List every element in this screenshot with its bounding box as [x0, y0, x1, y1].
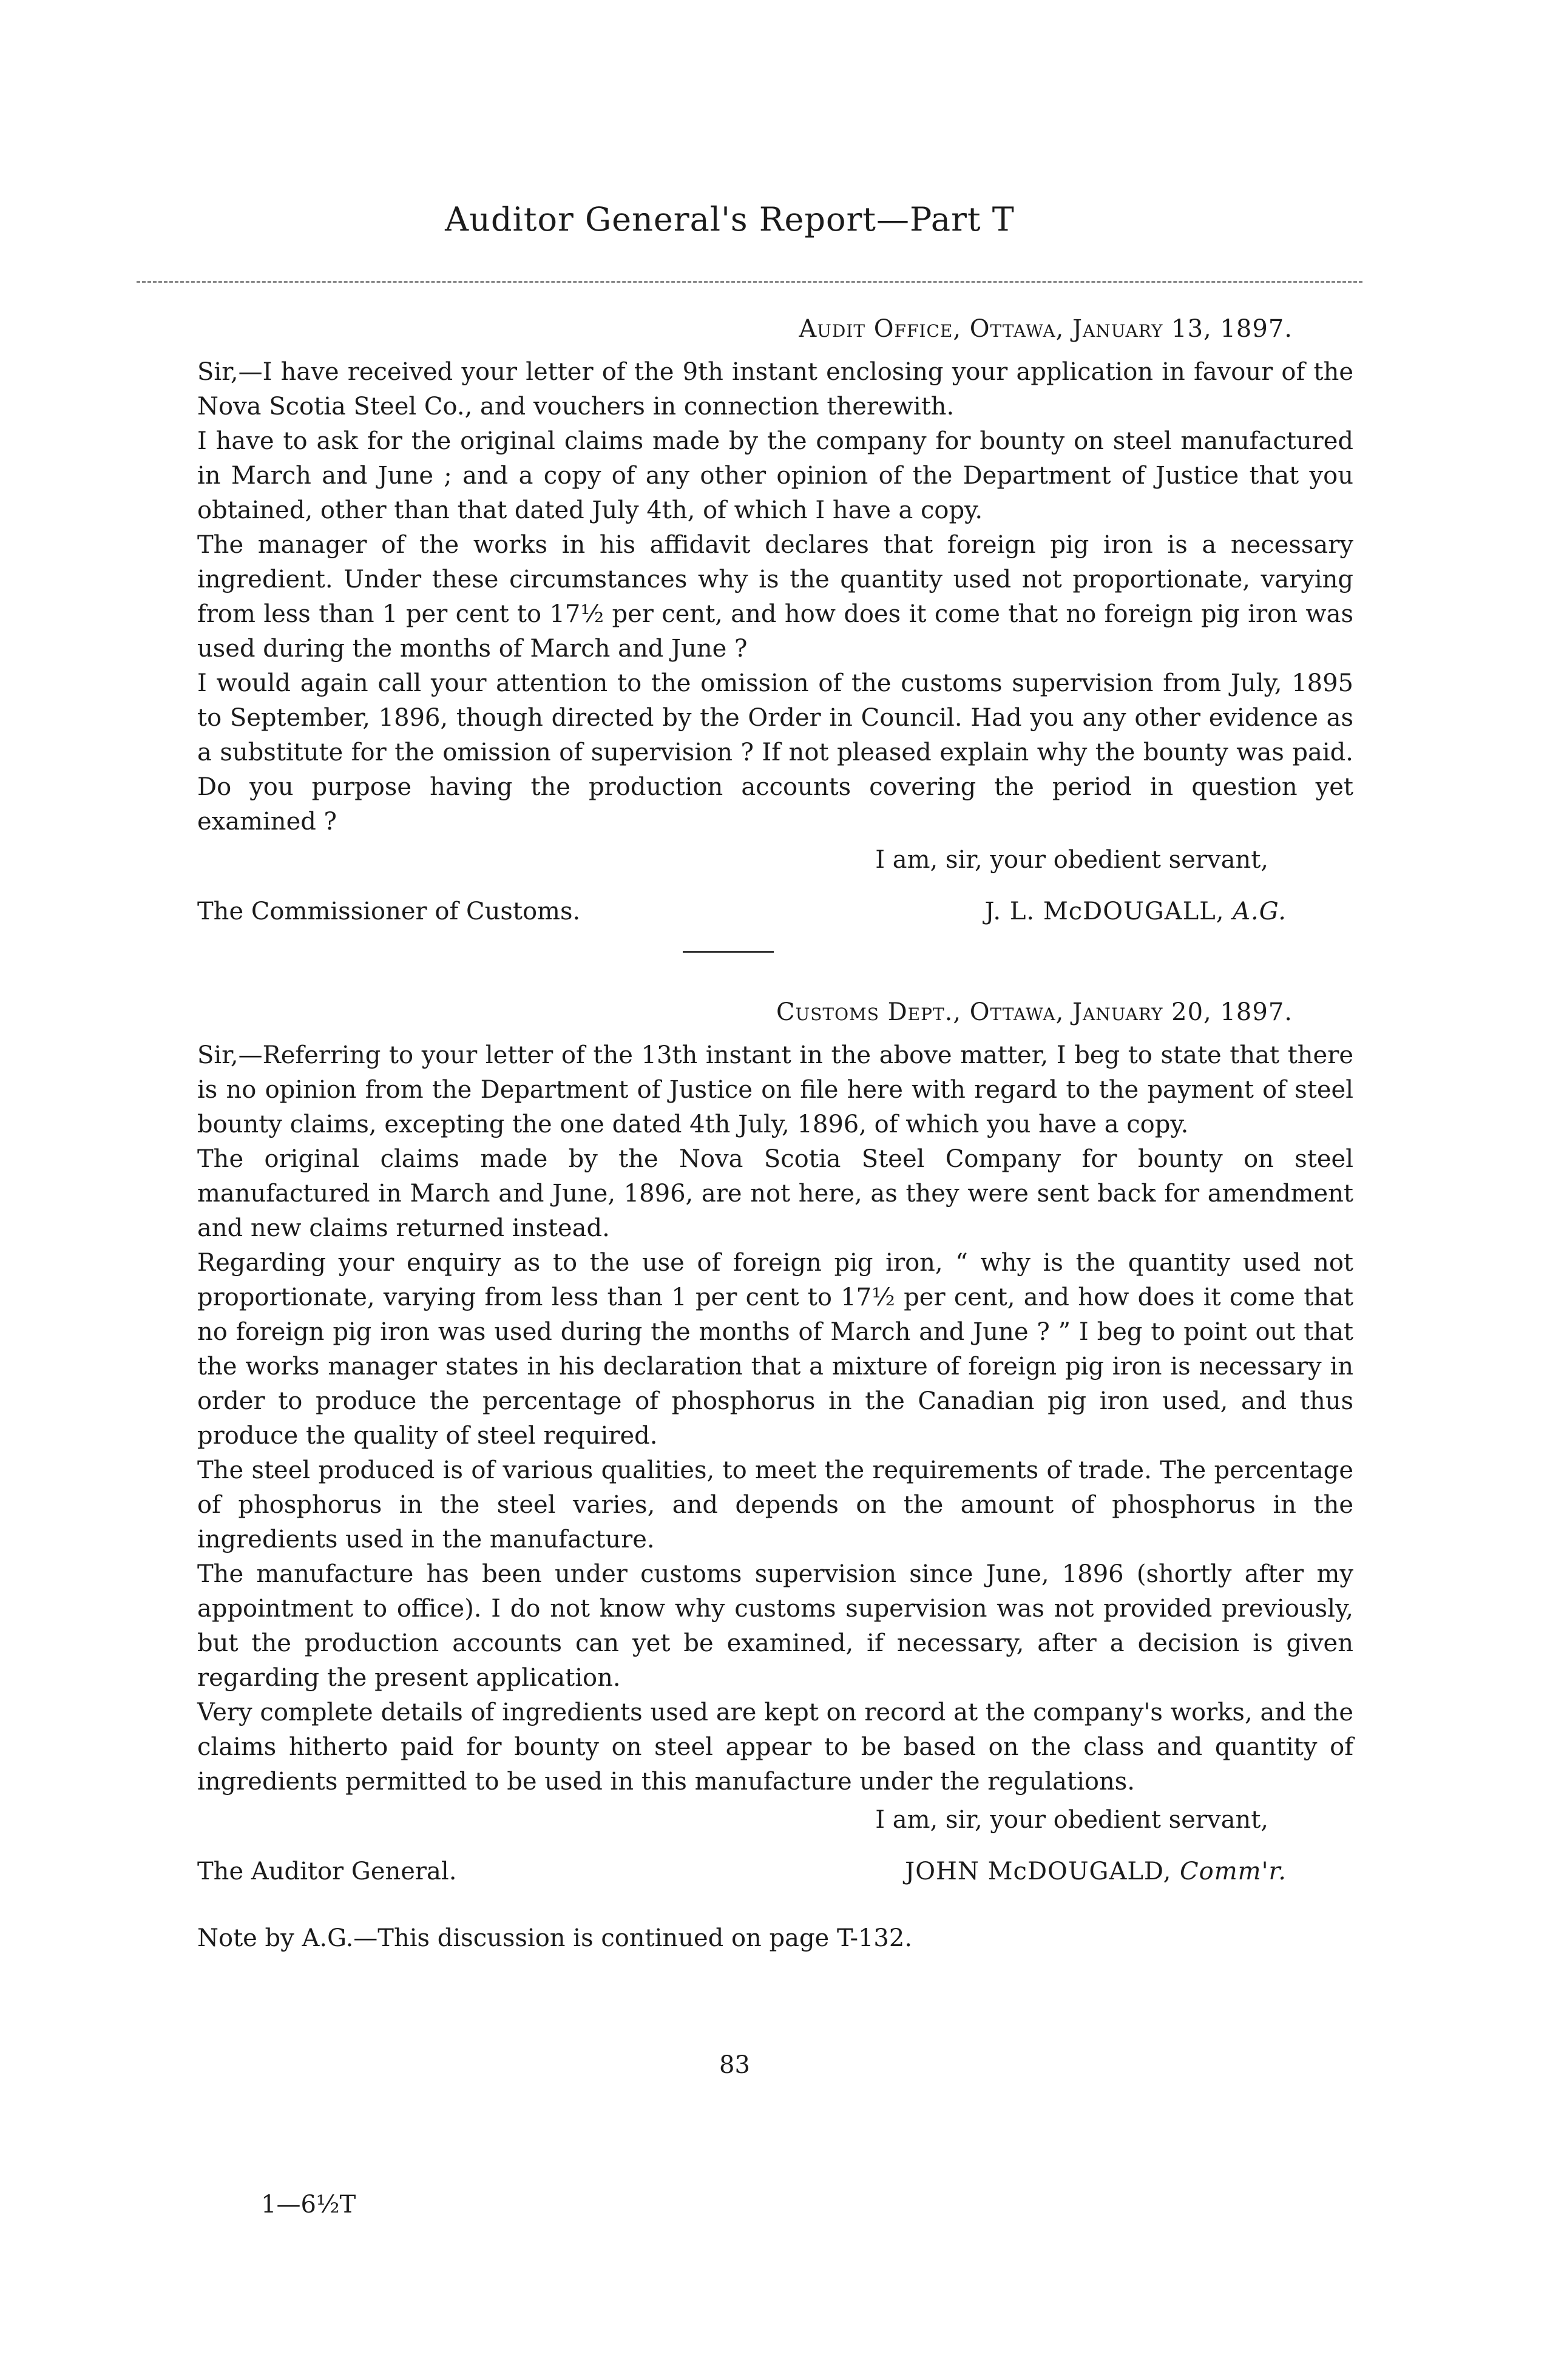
letter1-signature-title: A.G. [1233, 898, 1287, 925]
letter-separator-rule [683, 951, 774, 953]
letter2-paragraph-4: The steel produced is of various qualities, to meet the requirements of trade. The percentage of phosphorus in the steel varies, and depends on the amount of phosphorus in the ingredients used in the manufacture. [197, 1456, 1353, 1553]
signature-folio: 1—6½T [261, 2191, 356, 2219]
document-page [197, 182, 1353, 1952]
letter2-signature-name: JOHN McDOUGALD, [905, 1858, 1172, 1885]
letter-audit-office [197, 312, 1353, 929]
letter-customs-dept [197, 995, 1353, 1889]
running-head: Auditor General's Report—Part T [445, 200, 1015, 238]
letter2-paragraph-1: Sir,—Referring to your letter of the 13th instant in the above matter, I beg to state that there is no opinion from the Department of Justice on file here with regard to the payment of steel bounty claims, excepting the one dated 4th July, 1896, of which you have a copy. [197, 1041, 1353, 1138]
letter1-signature-name: J. L. McDOUGALL, [984, 898, 1225, 925]
letter1-paragraph-3: The manager of the works in his affidavit declares that foreign pig iron is a necessary ingredient. Under these circumstances why is the quantity used not proportionate, varying from less than 1 per cent to 17½ per cent, and how does it come that no foreign pig iron was used during the months of March and June ? [197, 531, 1353, 663]
letter2-addressee: The Auditor General. [197, 1858, 457, 1885]
editorial-note: Note by A.G.—This discussion is continued on page T-132. [197, 1924, 913, 1952]
letter1-paragraph-4: I would again call your attention to the omission of the customs supervision from July, 1895 to September, 1896, though directed by the Order in Council. Had you any other evidence as a substitute for the omission of supervision ? If not pleased explain why the bounty was paid. Do you purpose having the production accounts covering the period in question yet examined ? [197, 669, 1353, 836]
page-number: 83 [719, 2051, 750, 2079]
letter1-paragraph-2: I have to ask for the original claims made by the company for bounty on steel manufactured in March and June ; and a copy of any other opinion of the Department of Justice that you obtained, other than that dated July 4th, of which I have a copy. [197, 427, 1353, 524]
letter2-paragraph-3: Regarding your enquiry as to the use of foreign pig iron, “ why is the quantity used not proportionate, varying from less than 1 per cent to 17½ per cent, and how does it come that no foreign pig iron was used during the months of March and June ? ” I beg to point out that the works manager states in his declaration that a mixture of foreign pig iron is necessary in order to produce the percentage of phosphorus in the Canadian pig iron used, and thus produce the quality of steel required. [197, 1249, 1353, 1450]
letter2-signature-row [197, 1854, 1353, 1889]
letter2-signature-title: Comm'r. [1180, 1858, 1287, 1885]
letter1-signature [984, 894, 1353, 929]
letter2-paragraph-2: The original claims made by the Nova Scotia Steel Company for bounty on steel manufactured in March and June, 1896, are not here, as they were sent back for amendment and new claims returned instead. [197, 1145, 1353, 1242]
letter2-signature [905, 1854, 1353, 1889]
letter2-paragraph-6: Very complete details of ingredients used are kept on record at the company's works, and the claims hitherto paid for bounty on steel appear to be based on the class and quantity of ingredients permitted to be used in this manufacture under the regulations. [197, 1699, 1353, 1796]
letter2-closing: I am, sir, your obedient servant, [875, 1806, 1268, 1834]
letter2-paragraph-5: The manufacture has been under customs supervision since June, 1896 (shortly after my appointment to office). I do not know why customs supervision was not provided previously, but the production accounts can yet be examined, if necessary, after a decision is given regarding the present application. [197, 1560, 1353, 1692]
letter1-closing: I am, sir, your obedient servant, [875, 846, 1268, 874]
header-rule [137, 281, 1362, 283]
letter1-paragraph-1: Sir,—I have received your letter of the 9th instant enclosing your application in favour of the Nova Scotia Steel Co., and vouchers in connection therewith. [197, 358, 1353, 421]
letter1-dateline: Audit Office, Ottawa, January 13, 1897. [799, 315, 1293, 343]
letter2-dateline: Customs Dept., Ottawa, January 20, 1897. [776, 998, 1293, 1026]
letter1-signature-row [197, 894, 1353, 929]
letter1-addressee: The Commissioner of Customs. [197, 898, 581, 925]
